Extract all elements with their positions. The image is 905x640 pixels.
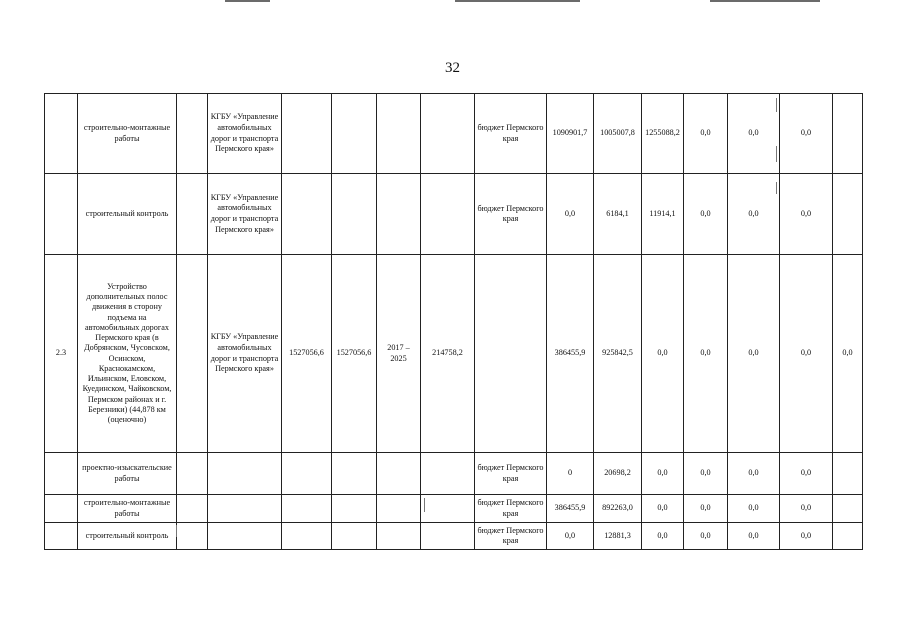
cell-year-7: [833, 453, 863, 495]
cell-prior: [421, 94, 475, 174]
table-row: [45, 495, 863, 523]
cell-total: [282, 495, 332, 523]
cell-no: [45, 94, 78, 174]
table-body: [45, 94, 863, 550]
scan-stray-mark: [424, 498, 425, 512]
cell-period: [377, 495, 421, 523]
cell-year-6: 0,0: [780, 174, 833, 255]
page-number: 32: [445, 60, 460, 76]
cell-total: 1527056,6: [282, 255, 332, 453]
cell-agency: КГБУ «Управление автомобильных дорог и транспорта Пермского края»: [208, 255, 282, 453]
cell-year-4: 0,0: [684, 94, 728, 174]
cell-name: строительно-монтажные работы: [78, 495, 177, 523]
cell-year-5: 0,0: [728, 255, 780, 453]
cell-year-4: 0,0: [684, 453, 728, 495]
cell-source: бюджет Пермского края: [475, 94, 547, 174]
cell-year-1: 386455,9: [547, 255, 594, 453]
cell-blank: [177, 94, 208, 174]
cell-blank: [177, 255, 208, 453]
cell-no: [45, 174, 78, 255]
cell-agency: [208, 453, 282, 495]
cell-year-6: 0,0: [780, 523, 833, 550]
cell-total: [282, 174, 332, 255]
cell-estimate: 1527056,6: [332, 255, 377, 453]
cell-agency: [208, 523, 282, 550]
cell-year-6: 0,0: [780, 453, 833, 495]
cell-period: [377, 523, 421, 550]
cell-year-7: [833, 523, 863, 550]
cell-year-2: 1005007,8: [594, 94, 642, 174]
cell-prior: [421, 523, 475, 550]
cell-year-3: 0,0: [642, 453, 684, 495]
scan-top-line-right: [455, 0, 580, 2]
cell-name: строительный контроль: [78, 174, 177, 255]
table-row: [45, 94, 863, 174]
cell-estimate: [332, 523, 377, 550]
cell-year-4: 0,0: [684, 523, 728, 550]
table-row: [45, 255, 863, 453]
table-row: [45, 523, 863, 550]
cell-year-3: 0,0: [642, 495, 684, 523]
cell-agency: [208, 495, 282, 523]
cell-year-1: 1090901,7: [547, 94, 594, 174]
cell-year-2: 925842,5: [594, 255, 642, 453]
cell-year-4: 0,0: [684, 255, 728, 453]
cell-name: строительный контроль: [78, 523, 177, 550]
cell-blank: [177, 453, 208, 495]
cell-year-5: 0,0: [728, 174, 780, 255]
cell-year-3: 0,0: [642, 255, 684, 453]
cell-year-3: 0,0: [642, 523, 684, 550]
cell-year-3: 1255088,2: [642, 94, 684, 174]
cell-year-5: 0,0: [728, 94, 780, 174]
cell-blank: [177, 174, 208, 255]
cell-year-4: 0,0: [684, 174, 728, 255]
scan-top-line-far-right: [710, 0, 820, 2]
cell-year-7: [833, 174, 863, 255]
cell-blank: [177, 523, 208, 550]
cell-no: [45, 495, 78, 523]
cell-name: проектно-изыскательские работы: [78, 453, 177, 495]
cell-source: бюджет Пермского края: [475, 453, 547, 495]
cell-total: [282, 453, 332, 495]
cell-blank: [177, 495, 208, 523]
cell-year-7: 0,0: [833, 255, 863, 453]
cell-source: бюджет Пермского края: [475, 174, 547, 255]
cell-year-2: 20698,2: [594, 453, 642, 495]
cell-estimate: [332, 174, 377, 255]
cell-year-6: 0,0: [780, 495, 833, 523]
scan-top-line-left: [225, 0, 270, 2]
scan-stray-mark: [776, 146, 777, 162]
cell-year-1: 0: [547, 453, 594, 495]
cell-prior: [421, 495, 475, 523]
cell-name: Устройство дополнительных полос движения в сторону подъема на автомобильных дорогах Пермского края (в Добрянском, Чусовском, Осинском, Краснокамском, Ильинском, Еловском, Куединском, Чайковском, Пермском районах и г. Березники) (44,878 км (оценочно): [78, 255, 177, 453]
cell-source: [475, 255, 547, 453]
cell-year-2: 892263,0: [594, 495, 642, 523]
table-row: [45, 174, 863, 255]
cell-year-4: 0,0: [684, 495, 728, 523]
cell-no: [45, 523, 78, 550]
cell-year-2: 12881,3: [594, 523, 642, 550]
cell-year-2: 6184,1: [594, 174, 642, 255]
cell-year-5: 0,0: [728, 495, 780, 523]
cell-no: [45, 453, 78, 495]
cell-period: [377, 94, 421, 174]
cell-year-1: 0,0: [547, 174, 594, 255]
cell-year-1: 0,0: [547, 523, 594, 550]
cell-year-5: 0,0: [728, 453, 780, 495]
budget-table: [44, 93, 863, 550]
cell-source: бюджет Пермского края: [475, 523, 547, 550]
cell-year-7: [833, 495, 863, 523]
scan-stray-mark: [776, 98, 777, 112]
cell-no: 2.3: [45, 255, 78, 453]
cell-period: [377, 453, 421, 495]
cell-year-7: [833, 94, 863, 174]
cell-name: строительно-монтажные работы: [78, 94, 177, 174]
cell-source: бюджет Пермского края: [475, 495, 547, 523]
cell-year-6: 0,0: [780, 255, 833, 453]
cell-year-5: 0,0: [728, 523, 780, 550]
cell-estimate: [332, 495, 377, 523]
cell-prior: 214758,2: [421, 255, 475, 453]
cell-year-6: 0,0: [780, 94, 833, 174]
cell-agency: КГБУ «Управление автомобильных дорог и транспорта Пермского края»: [208, 94, 282, 174]
cell-estimate: [332, 94, 377, 174]
cell-period: [377, 174, 421, 255]
table-row: [45, 453, 863, 495]
cell-prior: [421, 453, 475, 495]
cell-period: 2017 – 2025: [377, 255, 421, 453]
cell-estimate: [332, 453, 377, 495]
cell-year-1: 386455,9: [547, 495, 594, 523]
cell-total: [282, 523, 332, 550]
cell-total: [282, 94, 332, 174]
cell-prior: [421, 174, 475, 255]
cell-year-3: 11914,1: [642, 174, 684, 255]
scan-stray-mark: [176, 525, 177, 537]
scan-stray-mark: [776, 182, 777, 194]
cell-agency: КГБУ «Управление автомобильных дорог и транспорта Пермского края»: [208, 174, 282, 255]
